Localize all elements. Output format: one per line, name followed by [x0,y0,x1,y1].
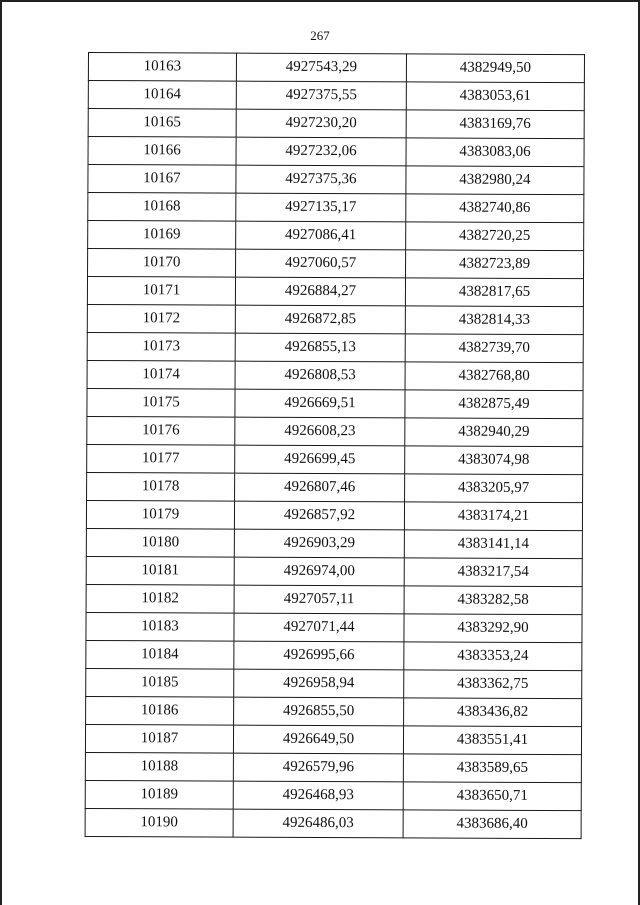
x-coordinate-cell: 4927543,29 [236,53,406,82]
y-coordinate-cell: 4383436,82 [404,698,582,727]
x-coordinate-cell: 4926669,51 [235,389,405,418]
x-coordinate-cell: 4926872,85 [235,305,405,334]
point-id-cell: 10188 [85,752,233,781]
table-row [85,752,581,782]
x-coordinate-cell: 4927135,17 [236,193,406,222]
y-coordinate-cell: 4382739,70 [405,334,583,363]
point-id-cell: 10169 [88,221,236,250]
x-coordinate-cell: 4926608,23 [235,417,405,446]
coordinates-table [85,52,585,839]
y-coordinate-cell: 4382720,25 [406,222,584,251]
point-id-cell: 10184 [86,640,234,669]
x-coordinate-cell: 4926857,92 [234,501,404,530]
table-row [88,137,584,167]
table-row [88,81,584,111]
x-coordinate-cell: 4926855,13 [235,333,405,362]
point-id-cell: 10185 [86,668,234,697]
y-coordinate-cell: 4383686,40 [403,810,581,839]
point-id-cell: 10176 [87,416,235,445]
table-row [88,53,584,83]
x-coordinate-cell: 4926903,29 [234,529,404,558]
y-coordinate-cell: 4382875,49 [405,390,583,419]
x-coordinate-cell: 4926579,96 [233,753,403,782]
table-row [87,388,583,418]
table-row [85,808,581,838]
x-coordinate-cell: 4926649,50 [233,725,403,754]
point-id-cell: 10168 [88,193,236,222]
table-row [86,528,582,558]
x-coordinate-cell: 4926468,93 [233,781,403,810]
table-row [86,584,582,614]
point-id-cell: 10183 [86,612,234,641]
point-id-cell: 10165 [88,109,236,138]
x-coordinate-cell: 4926855,50 [234,697,404,726]
y-coordinate-cell: 4382740,86 [406,194,584,223]
table-row [85,780,581,810]
y-coordinate-cell: 4383282,58 [404,586,582,615]
y-coordinate-cell: 4383292,90 [404,614,582,643]
point-id-cell: 10179 [86,500,234,529]
table-row [86,668,582,698]
x-coordinate-cell: 4927071,44 [234,613,404,642]
x-coordinate-cell: 4927086,41 [236,221,406,250]
page-edge-top [0,0,640,2]
table-row [88,221,584,251]
y-coordinate-cell: 4383353,24 [404,642,582,671]
x-coordinate-cell: 4926974,00 [234,557,404,586]
table-row [88,249,584,279]
x-coordinate-cell: 4927375,36 [236,165,406,194]
point-id-cell: 10190 [85,808,233,837]
x-coordinate-cell: 4926807,46 [235,473,405,502]
y-coordinate-cell: 4383141,14 [404,530,582,559]
x-coordinate-cell: 4926699,45 [235,445,405,474]
y-coordinate-cell: 4383074,98 [405,446,583,475]
table-row [87,277,583,307]
point-id-cell: 10189 [85,780,233,809]
x-coordinate-cell: 4927057,11 [234,585,404,614]
x-coordinate-cell: 4926808,53 [235,361,405,390]
point-id-cell: 10170 [88,249,236,278]
x-coordinate-cell: 4927232,06 [236,137,406,166]
y-coordinate-cell: 4382817,65 [405,278,583,307]
y-coordinate-cell: 4383650,71 [403,782,581,811]
table-row [85,724,581,754]
table-row [86,640,582,670]
page-number: 267 [310,28,330,43]
y-coordinate-cell: 4383205,97 [405,474,583,503]
point-id-cell: 10186 [86,696,234,725]
y-coordinate-cell: 4382768,80 [405,362,583,391]
point-id-cell: 10167 [88,165,236,194]
y-coordinate-cell: 4383169,76 [406,110,584,139]
point-id-cell: 10164 [88,81,236,110]
y-coordinate-cell: 4383362,75 [404,670,582,699]
x-coordinate-cell: 4927375,55 [236,81,406,110]
x-coordinate-cell: 4926486,03 [233,809,403,838]
y-coordinate-cell: 4383217,54 [404,558,582,587]
table-row [87,332,583,362]
table-row [86,556,582,586]
point-id-cell: 10175 [87,388,235,417]
point-id-cell: 10180 [86,528,234,557]
point-id-cell: 10163 [88,53,236,82]
table-row [87,472,583,502]
table-row [87,304,583,334]
point-id-cell: 10166 [88,137,236,166]
y-coordinate-cell: 4383589,65 [403,754,581,783]
y-coordinate-cell: 4382940,29 [405,418,583,447]
y-coordinate-cell: 4383174,21 [404,502,582,531]
point-id-cell: 10178 [87,472,235,501]
table-row [87,444,583,474]
y-coordinate-cell: 4382723,89 [406,250,584,279]
table-row [87,416,583,446]
point-id-cell: 10187 [85,724,233,753]
x-coordinate-cell: 4927060,57 [236,249,406,278]
point-id-cell: 10173 [87,332,235,361]
x-coordinate-cell: 4926995,66 [234,641,404,670]
y-coordinate-cell: 4382949,50 [406,54,584,83]
point-id-cell: 10172 [87,304,235,333]
table-row [87,360,583,390]
x-coordinate-cell: 4926884,27 [235,277,405,306]
point-id-cell: 10181 [86,556,234,585]
page-edge-left [0,0,2,905]
table-row [86,500,582,530]
point-id-cell: 10174 [87,360,235,389]
table-row [86,696,582,726]
x-coordinate-cell: 4926958,94 [234,669,404,698]
table-row [86,612,582,642]
y-coordinate-cell: 4383083,06 [406,138,584,167]
point-id-cell: 10177 [87,444,235,473]
coordinates-table-body [85,53,584,839]
table-row [88,165,584,195]
x-coordinate-cell: 4927230,20 [236,109,406,138]
point-id-cell: 10171 [87,277,235,306]
point-id-cell: 10182 [86,584,234,613]
y-coordinate-cell: 4383053,61 [406,82,584,111]
table-row [88,109,584,139]
y-coordinate-cell: 4382980,24 [406,166,584,195]
table-row [88,193,584,223]
y-coordinate-cell: 4383551,41 [403,726,581,755]
y-coordinate-cell: 4382814,33 [405,306,583,335]
